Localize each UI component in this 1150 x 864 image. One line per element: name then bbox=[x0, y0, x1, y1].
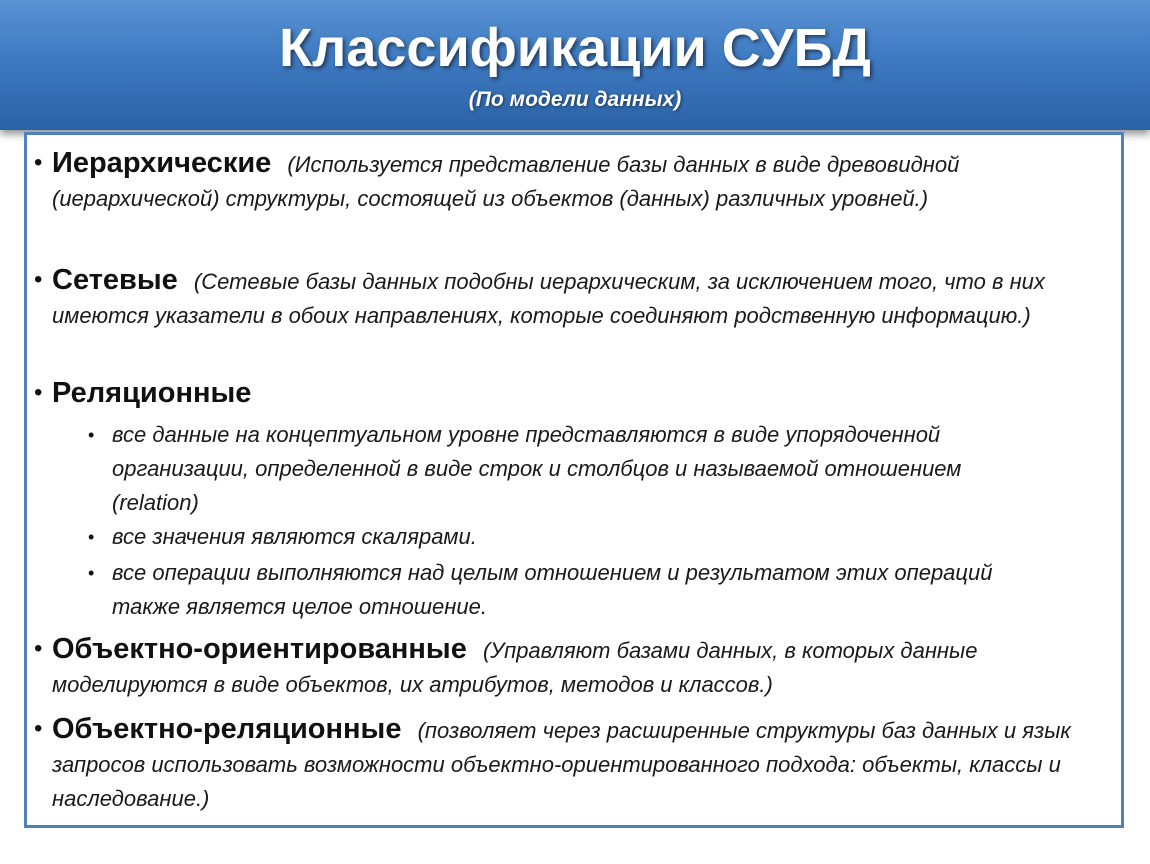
list-item-network bbox=[34, 263, 1102, 333]
sub-item-text: все значения являются скалярами. bbox=[112, 524, 477, 549]
item-description: (позволяет через расширенные структуры баз данных и язык запросов использовать возможности объектно-ориентированного подхода: объекты, классы и наследование.) bbox=[52, 718, 1071, 811]
sub-list-item bbox=[88, 556, 1032, 624]
item-description: (Управляют базами данных, в которых данные моделируются в виде объектов, их атрибутов, методов и классов.) bbox=[52, 638, 978, 697]
item-term: Сетевые bbox=[52, 264, 178, 296]
item-term: Объектно-реляционные bbox=[52, 713, 402, 745]
list-item-hierarchical bbox=[34, 146, 1102, 216]
bullet-icon: • bbox=[34, 149, 43, 176]
slide-header bbox=[0, 0, 1150, 130]
sub-list-item bbox=[88, 418, 1032, 520]
item-description: (Сетевые базы данных подобны иерархическим, за исключением того, что в них имеются указатели в обоих направлениях, которые соединяют родственную информацию.) bbox=[52, 269, 1045, 328]
list-item-object-oriented bbox=[34, 632, 1102, 702]
bullet-icon: • bbox=[34, 266, 43, 293]
bullet-icon: • bbox=[34, 379, 43, 406]
sub-bullet-icon: • bbox=[88, 425, 95, 445]
item-term: Реляционные bbox=[52, 377, 252, 409]
sub-bullet-icon: • bbox=[88, 527, 95, 547]
bullet-icon: • bbox=[34, 635, 43, 662]
sub-list-item bbox=[88, 520, 1032, 554]
slide-title: Классификации СУБД bbox=[279, 18, 871, 78]
item-term: Объектно-ориентированные bbox=[52, 633, 467, 665]
list-item-object-relational bbox=[34, 712, 1102, 816]
item-term: Иерархические bbox=[52, 147, 272, 179]
list-item-relational bbox=[34, 376, 1102, 412]
item-description: (Используется представление базы данных в виде древовидной (иерархической) структуры, состоящей из объектов (данных) различных уровней.) bbox=[52, 152, 960, 211]
sub-bullet-icon: • bbox=[88, 563, 95, 583]
sub-item-text: все данные на концептуальном уровне представляются в виде упорядоченной организации, определенной в виде строк и столбцов и называемой отношением (relation) bbox=[112, 422, 962, 515]
bullet-icon: • bbox=[34, 715, 43, 742]
slide-subtitle: (По модели данных) bbox=[468, 88, 682, 111]
sub-item-text: все операции выполняются над целым отношением и результатом этих операций также является целое отношение. bbox=[112, 560, 993, 619]
